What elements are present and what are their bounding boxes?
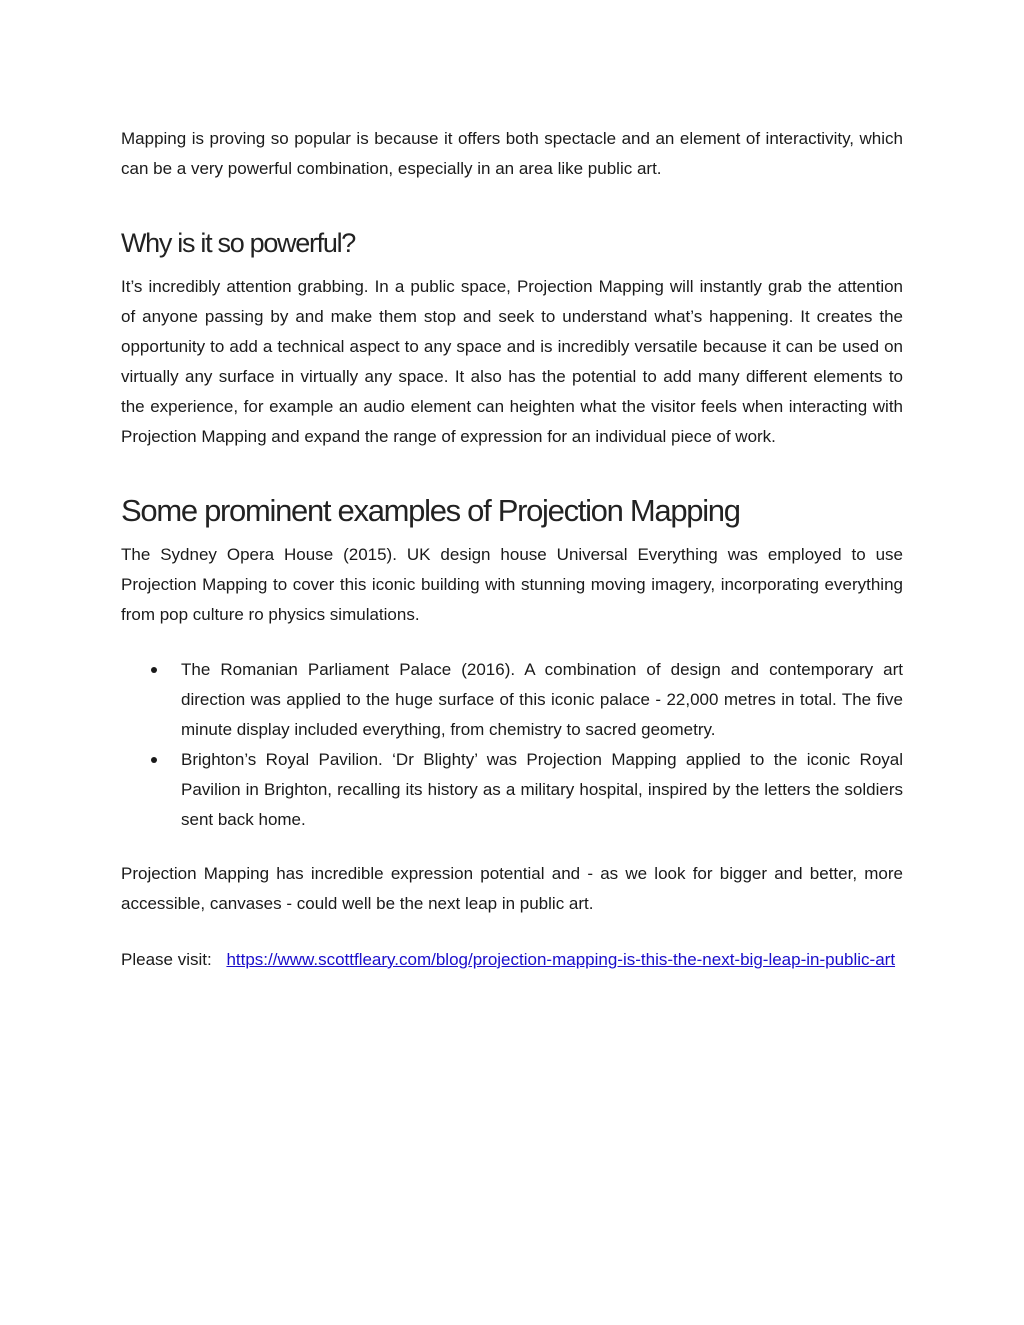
list-item-text: The Romanian Parliament Palace (2016). A combination of design and contemporary art direction was applied to the huge surface of this iconic palace - 22,000 metres in total. The five minute display included everything, from chemistry to sacred geometry. xyxy=(181,660,903,739)
closing-paragraph: Projection Mapping has incredible expression potential and - as we look for bigger and better, more accessible, canvases - could well be the next leap in public art. xyxy=(121,864,903,913)
list-item xyxy=(121,655,903,745)
list-item-text: Brighton’s Royal Pavilion. ‘Dr Blighty’ was Projection Mapping applied to the iconic Royal Pavilion in Brighton, recalling its history as a military hospital, inspired by the letters the soldiers sent back home. xyxy=(181,750,903,829)
visit-paragraph xyxy=(121,945,903,975)
examples-intro-paragraph: The Sydney Opera House (2015). UK design house Universal Everything was employed to use Projection Mapping to cover this iconic building with stunning moving imagery, incorporating everything from pop culture ro physics simulations. xyxy=(121,545,903,624)
bullet-icon xyxy=(151,667,157,673)
bullet-icon xyxy=(151,757,157,763)
document-page xyxy=(121,124,903,975)
section-heading-examples: Some prominent examples of Projection Mapping xyxy=(121,493,740,528)
source-link[interactable]: https://www.scottfleary.com/blog/projection-mapping-is-this-the-next-big-leap-in-public-art xyxy=(226,950,896,969)
why-paragraph: It’s incredibly attention grabbing. In a public space, Projection Mapping will instantly grab the attention of anyone passing by and make them stop and seek to understand what’s happening. It creates the opportunity to add a technical aspect to any space and is incredibly versatile because it can be used on virtually any surface in virtually any space. It also has the potential to add many different elements to the experience, for example an audio element can heighten what the visitor feels when interacting with Projection Mapping and expand the range of expression for an individual piece of work. xyxy=(121,277,903,446)
examples-bullet-list xyxy=(121,655,903,835)
visit-label: Please visit: xyxy=(121,950,212,969)
section-heading-why: Why is it so powerful? xyxy=(121,228,355,258)
list-item xyxy=(121,745,903,835)
intro-paragraph: Mapping is proving so popular is because it offers both spectacle and an element of interactivity, which can be a very powerful combination, especially in an area like public art. xyxy=(121,129,903,178)
